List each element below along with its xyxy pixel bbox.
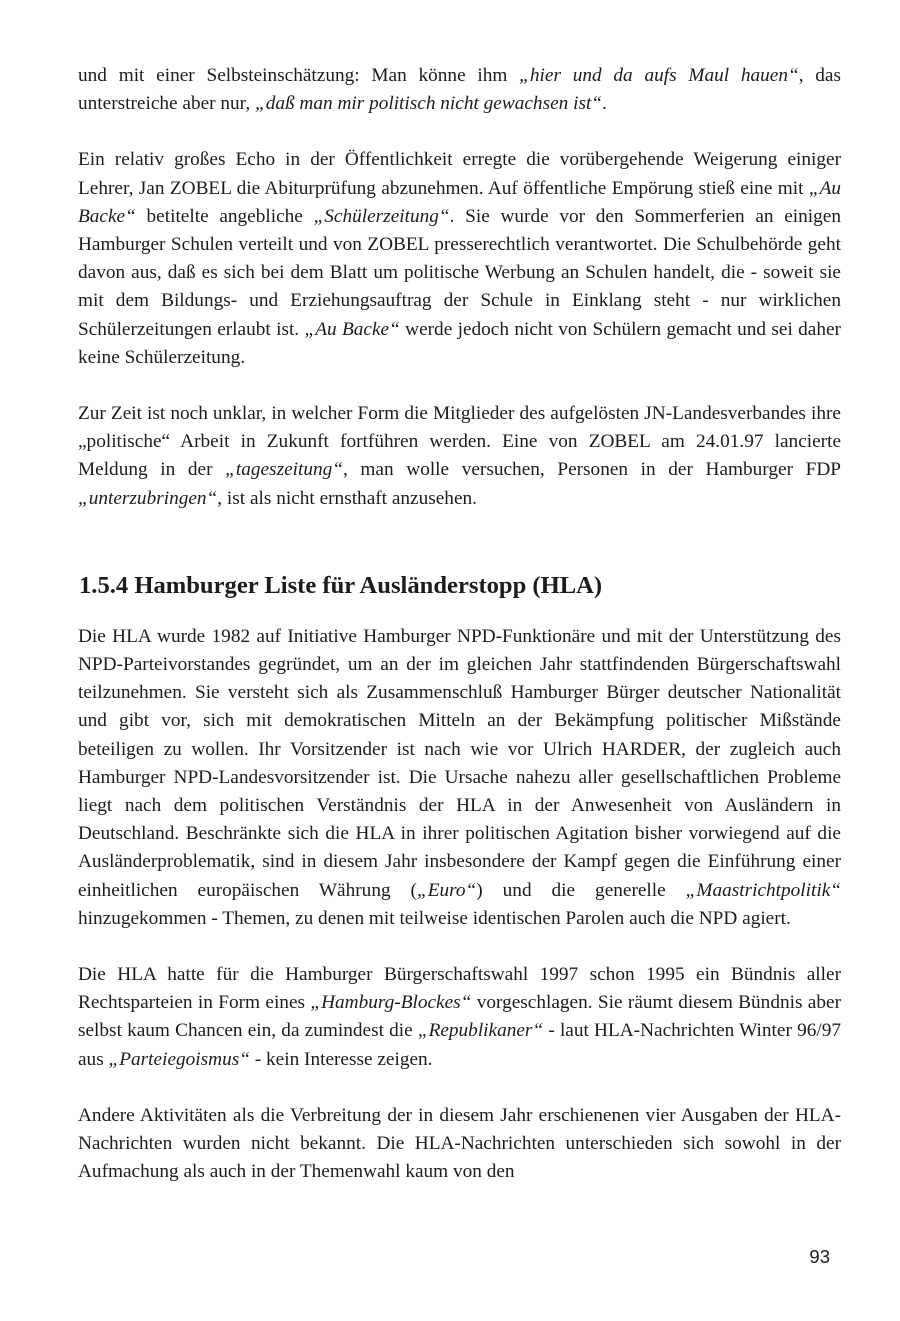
paragraph-hla-founding xyxy=(78,623,841,933)
text: werde jedoch nicht von Schülern gemacht und sei daher keine Schülerzeitung. xyxy=(78,318,841,368)
page-number: 93 xyxy=(809,1246,830,1267)
quote: „Au Backe“ xyxy=(78,177,841,227)
text: Die HLA hatte für die Hamburger Bürgerschaftswahl 1997 schon 1995 ein Bündnis aller Rechtsparteien in Form eines xyxy=(78,964,841,1014)
document-page xyxy=(78,62,841,1187)
text: - laut HLA-Nachrichten Winter 96/97 aus xyxy=(78,1020,841,1070)
section-heading: 1.5.4 Hamburger Liste für Ausländerstopp (HLA) xyxy=(79,571,603,599)
quote: „daß man mir politisch nicht gewachsen ist“ xyxy=(254,93,603,115)
text: vorgeschlagen. Sie räumt diesem Bündnis aber selbst kaum Chancen ein, da zumindest die xyxy=(78,992,841,1042)
quote: „Schülerzeitung“ xyxy=(313,205,450,227)
quote: „Hamburg-Blockes“ xyxy=(310,992,472,1014)
quote: „Au Backe“ xyxy=(304,318,400,340)
text: und mit einer Selbsteinschätzung: Man könne ihm xyxy=(78,65,520,86)
text: ) und die generelle xyxy=(476,879,686,901)
text: , das unterstreiche aber nur, xyxy=(78,65,841,115)
quote: „tageszeitung“ xyxy=(225,459,343,481)
quote: „hier und da aufs Maul hauen“ xyxy=(519,65,799,86)
quote: „Parteiegoismus“ xyxy=(108,1048,250,1070)
text: . xyxy=(602,93,607,115)
text: Die HLA wurde 1982 auf Initiative Hamburger NPD-Funktionäre und mit der Unterstützung des NPD-Parteivorstandes gegründet, um an der im gleichen Jahr stattfindenden Bürgerschaftswahl teilzunehmen. Sie versteht sich als Zusammenschluß Hamburger Bürger deutscher Nationalität und gibt vor, sich mit demokratischen Mitteln an der Bekämpfung politischer Mißstände beteiligen zu wollen. Ihr Vorsitzender ist nach wie vor Ulrich HARDER, der zugleich auch Hamburger NPD-Landesvorsitzender ist. Die Ursache nahezu aller gesellschaftlichen Probleme liegt nach dem politischen Verständnis der HLA in der Anwesenheit von Ausländern in Deutschland. Beschränkte sich die HLA in ihrer politischen Agitation bisher vorwiegend auf die Ausländerproblematik, sind in diesem Jahr insbesondere der Kampf gegen die Einführung einer einheitlichen europäischen Währung ( xyxy=(78,625,841,901)
paragraph-school-newspaper xyxy=(78,146,841,372)
paragraph-hla-activities xyxy=(78,1102,841,1187)
paragraph-self-assessment xyxy=(78,62,841,118)
text: . Sie wurde vor den Sommerferien an einigen Hamburger Schulen verteilt und von ZOBEL presserechtlich verantwortet. Die Schulbehörde geht davon aus, daß es sich bei dem Blatt um politische Werbung an Schulen handelt, die - soweit sie mit dem Bildungs- und Erziehungsauftrag der Schule in Einklang steht - nur wirklichen Schülerzeitungen erlaubt ist. xyxy=(78,205,841,340)
quote: „Maastrichtpolitik“ xyxy=(685,879,841,901)
text: hinzugekommen - Themen, zu denen mit teilweise identischen Parolen auch die NPD agiert. xyxy=(78,907,791,929)
paragraph-hla-alliance xyxy=(78,961,841,1074)
text: Andere Aktivitäten als die Verbreitung der in diesem Jahr erschienenen vier Ausgaben der HLA-Nachrichten wurden nicht bekannt. Die HLA-Nachrichten unterschieden sich sowohl in der Aufmachung als auch in der Themenwahl kaum von den xyxy=(78,1104,841,1183)
text: , man wolle versuchen, Personen in der Hamburger FDP xyxy=(342,459,841,481)
text: - kein Interesse zeigen. xyxy=(249,1048,433,1070)
text: Zur Zeit ist noch unklar, in welcher Form die Mitglieder des aufgelösten JN-Landesverbandes ihre „politische“ Arbeit in Zukunft fortführen werden. Eine von ZOBEL am 24.01.97 lancierte Meldung in der xyxy=(78,403,841,481)
text: Ein relativ großes Echo in der Öffentlichkeit erregte die vorübergehende Weigerung einiger Lehrer, Jan ZOBEL die Abiturprüfung abzunehmen. Auf öffentliche Empörung stieß eine mit xyxy=(78,149,841,199)
text: , ist als nicht ernsthaft anzusehen. xyxy=(217,487,477,509)
quote: „Euro“ xyxy=(416,879,477,901)
quote: „Republikaner“ xyxy=(417,1020,544,1042)
quote: „unterzubringen“ xyxy=(78,487,218,509)
paragraph-jn-members xyxy=(78,400,841,513)
text: betitelte angebliche xyxy=(135,205,314,227)
